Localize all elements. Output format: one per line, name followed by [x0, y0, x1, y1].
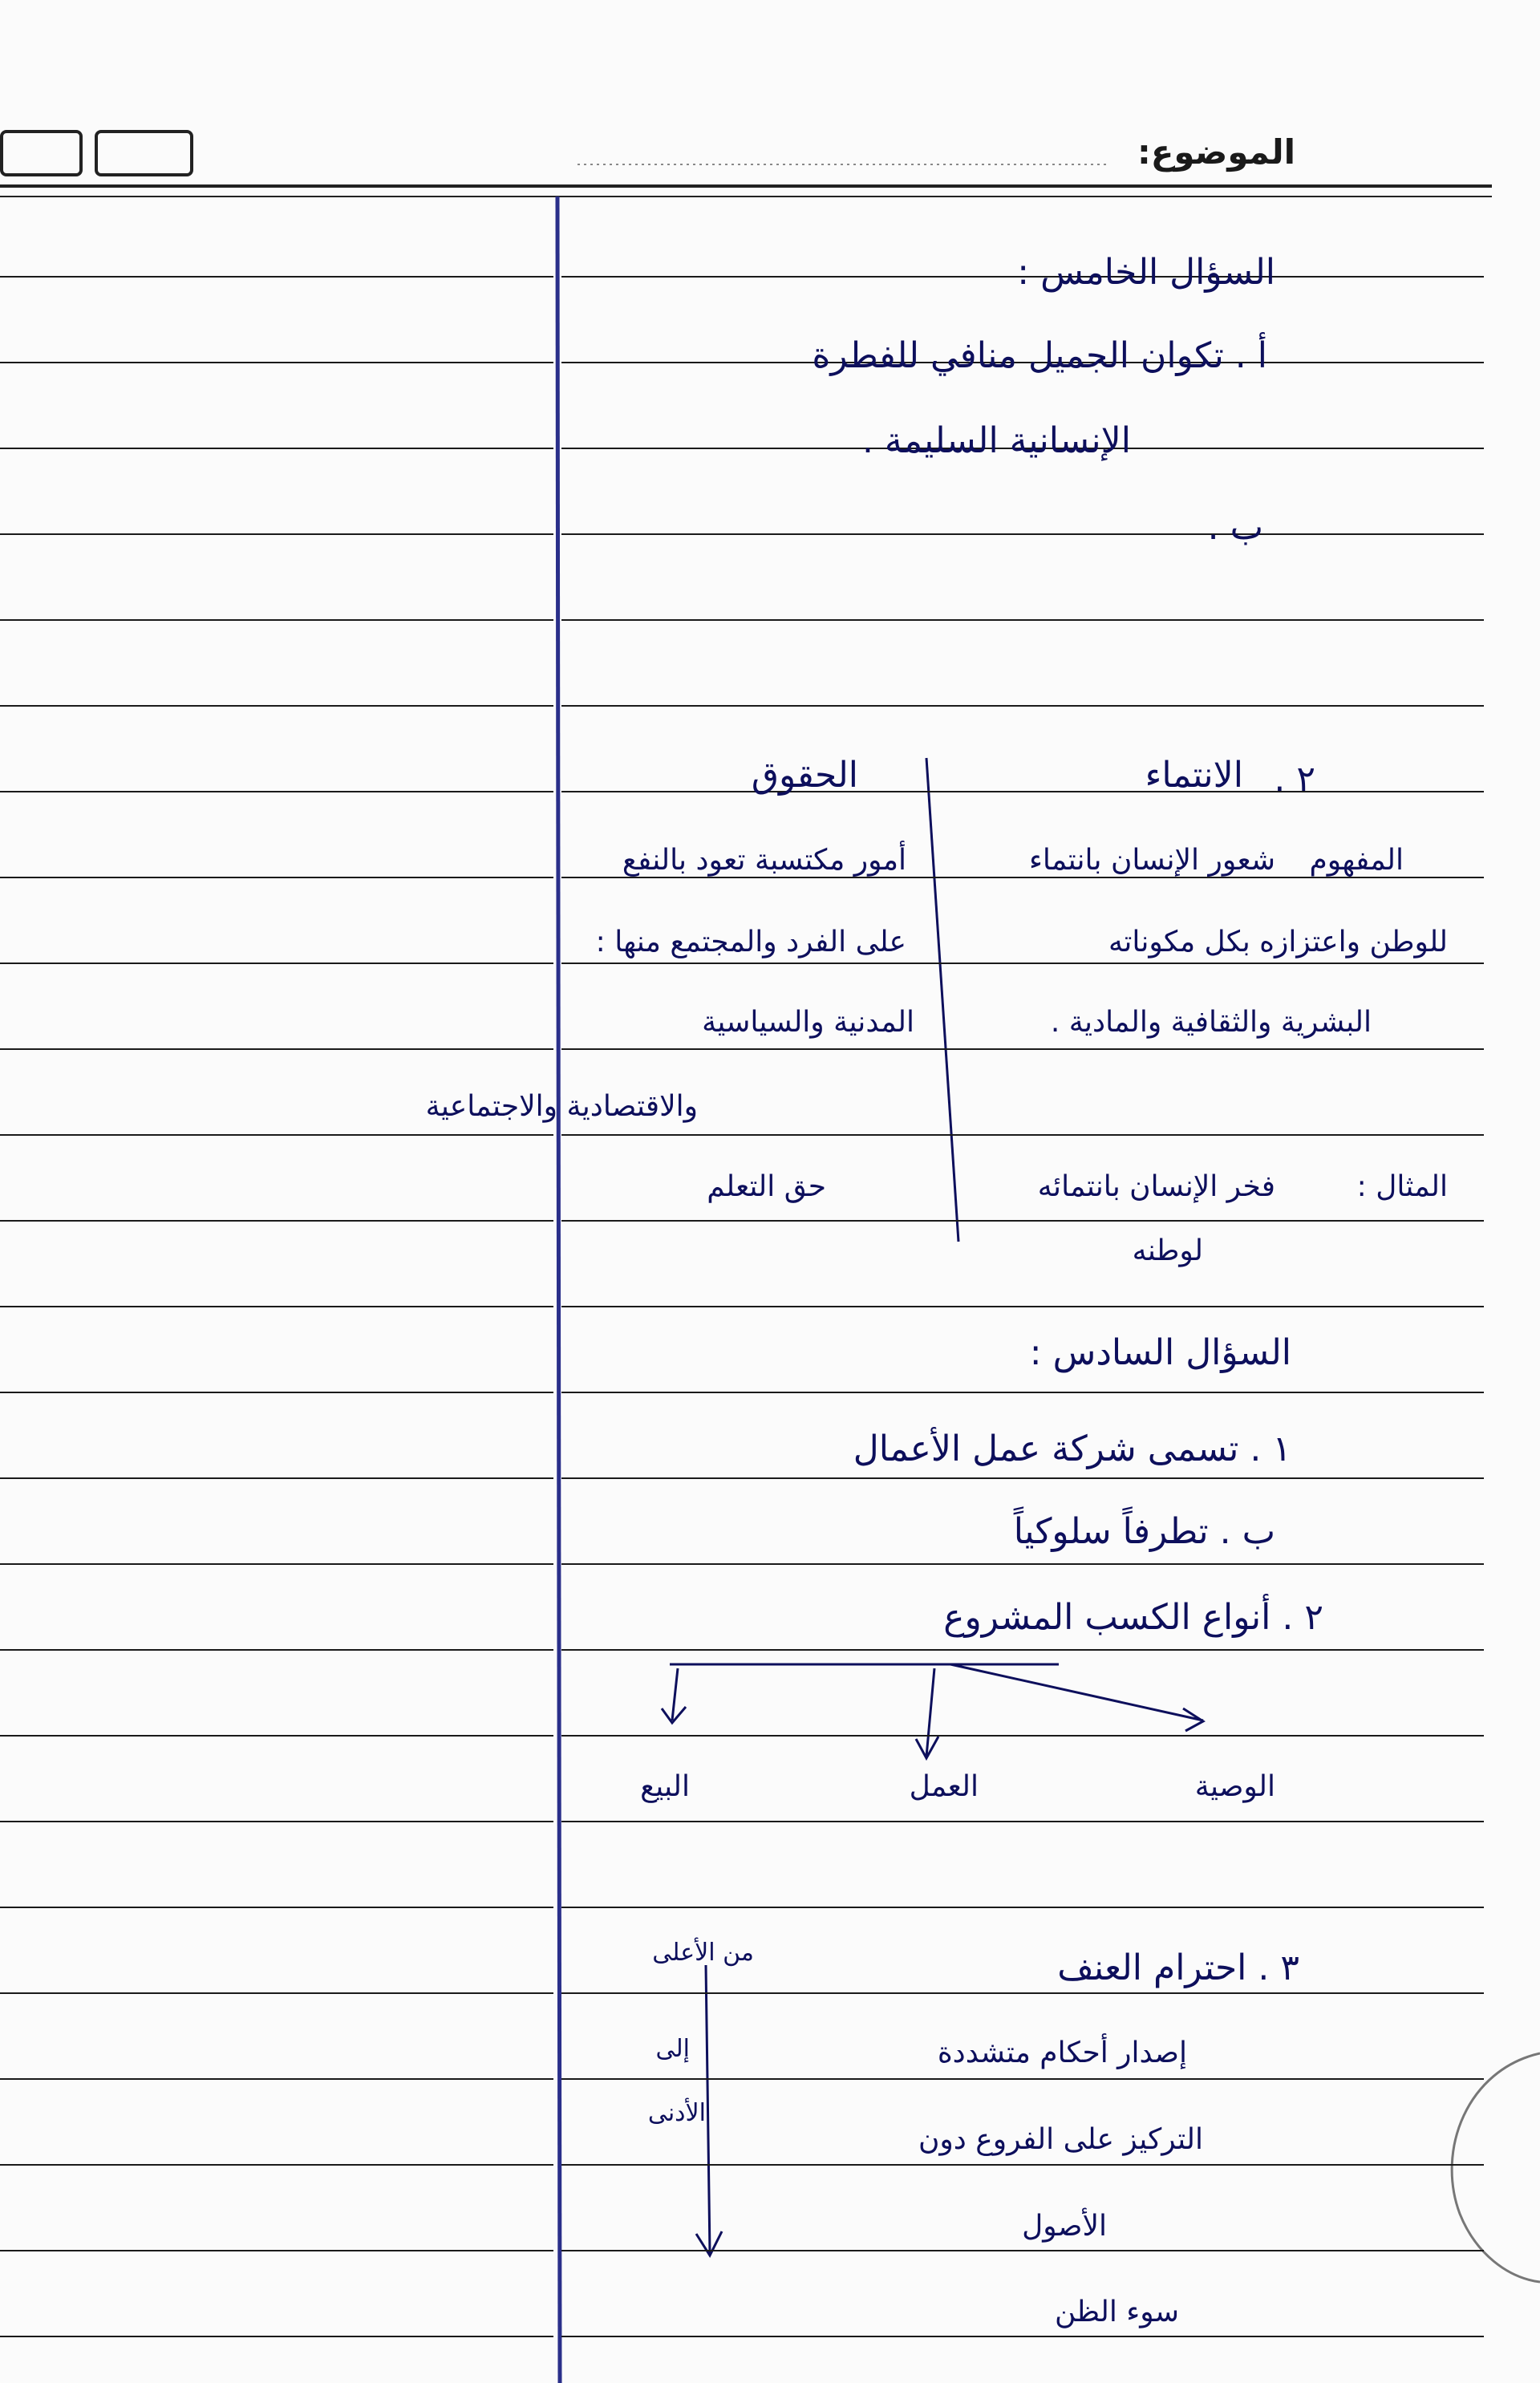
side-note-lowest: الأدنى [647, 2099, 706, 2127]
q6-3-line1: إصدار أحكام متشددة [937, 2036, 1187, 2069]
table-belonging-l3: البشرية والثقافية والمادية . [1050, 1006, 1372, 1039]
earning-type-sale: البيع [640, 1770, 690, 1803]
table-head-right: الحقوق [751, 755, 858, 796]
side-note-to: إلى [655, 2035, 690, 2063]
earning-type-will: الوصية [1194, 1770, 1275, 1803]
q6-item-1b: ب . تطرفاً سلوكياً [1013, 1511, 1275, 1552]
table-right-l2: على الفرد والمجتمع منها : [595, 926, 906, 958]
q6-3-line3: الأصول [1022, 2210, 1107, 2243]
q6-item-1: ١ . تسمى شركة عمل الأعمال [853, 1429, 1291, 1469]
header-box-left [0, 130, 83, 176]
q6-3-line2: التركيز على الفروع دون [918, 2123, 1203, 2156]
subject-label: الموضوع: [1137, 132, 1295, 172]
q6-item-2: ٢ . أنواع الكسب المشروع [943, 1597, 1323, 1638]
q5-a-line1: أ . تكوان الجميل منافي للفطرة [812, 335, 1267, 376]
q5-title: السؤال الخامس : [1017, 252, 1275, 293]
table-example-label: المثال : [1356, 1170, 1448, 1203]
table-concept-label: المفهوم [1309, 844, 1404, 877]
q6-3-line4: سوء الظن [1054, 2296, 1179, 2328]
table-belonging-l1: شعور الإنسان بانتماء [1028, 844, 1275, 877]
q6-item-3: ٣ . احترام العنف [1057, 1947, 1299, 1988]
header-box-right [95, 130, 193, 176]
earning-type-work: العمل [909, 1770, 979, 1803]
table-right-l1: أمور مكتسبة تعود بالنفع [622, 844, 906, 877]
side-note-from: من الأعلى [652, 1939, 754, 1967]
q6-title: السؤال السادس : [1029, 1332, 1291, 1373]
table-right-l3: المدنية والسياسية [702, 1006, 914, 1039]
table-example-belonging-l1: فخر الإنسان بانتمائه [1037, 1170, 1275, 1203]
table-example-right: حق التعلم [707, 1170, 826, 1203]
q5-item-2: ٢ . [1274, 759, 1315, 800]
table-example-belonging-l2: لوطنه [1132, 1234, 1203, 1267]
q5-b: ب . [1207, 507, 1263, 548]
q5-a-line2: الإنسانية السليمة . [861, 420, 1131, 461]
table-head-belonging: الانتماء [1145, 755, 1243, 796]
table-right-l4: والاقتصادية والاجتماعية [425, 1090, 698, 1123]
table-belonging-l2: للوطن واعتزازه بكل مكوناته [1108, 926, 1448, 958]
